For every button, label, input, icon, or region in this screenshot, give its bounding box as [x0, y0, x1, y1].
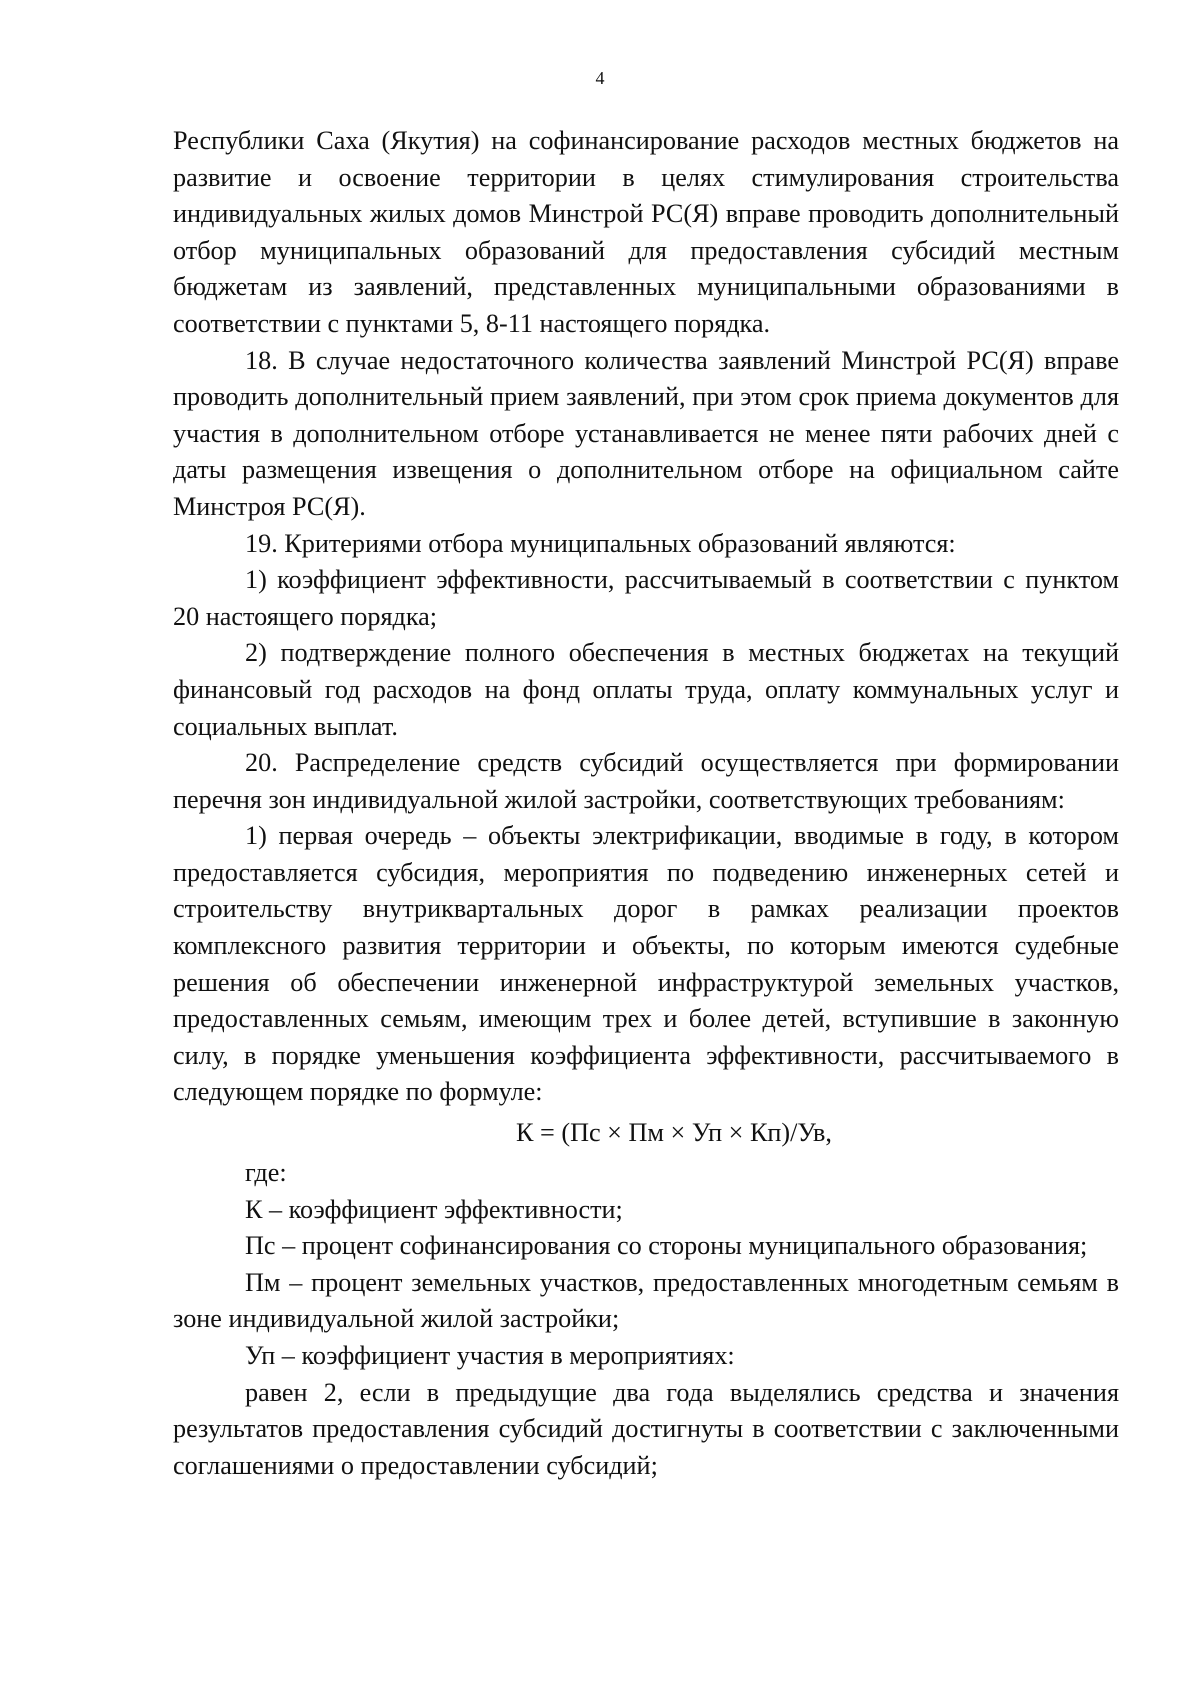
paragraph-continuation: Республики Саха (Якутия) на софинансирование расходов местных бюджетов на развитие и освоение территории в целях стимулирования строительства индивидуальных жилых домов Минстрой РС(Я) вправе проводить дополнительный отбор муниципальных образований для предоставления субсидий местным бюджетам из заявлений, представленных муниципальными образованиями в соответствии с пунктами 5, 8-11 настоящего порядка.: [173, 126, 1119, 338]
definition-pm: Пм – процент земельных участков, предоставленных многодетным семьям в зоне индивидуальной жилой застройки;: [173, 1267, 1119, 1334]
paragraph-19-item-2: 2) подтверждение полного обеспечения в местных бюджетах на текущий финансовый год расходов на фонд оплаты труда, оплату коммунальных услуг и социальных выплат.: [173, 638, 1119, 741]
definition-up-value-2: равен 2, если в предыдущие два года выделялись средства и значения результатов предоставления субсидий достигнуты в соответствии с заключенными соглашениями о предоставлении субсидий;: [173, 1377, 1119, 1480]
definition-where: где:: [245, 1158, 287, 1188]
document-body: [173, 123, 1119, 1484]
definition-k: К – коэффициент эффективности;: [245, 1194, 623, 1224]
page-number: 4: [595, 68, 605, 88]
definition-up: Уп – коэффициент участия в мероприятиях:: [245, 1341, 735, 1370]
paragraph-18: 18. В случае недостаточного количества заявлений Минстрой РС(Я) вправе проводить дополнительный прием заявлений, при этом срок приема документов для участия в дополнительном отборе устанавливается не менее пяти рабочих дней с даты размещения извещения о дополнительном отборе на официальном сайте Минстроя РС(Я).: [173, 345, 1119, 521]
paragraph-20: 20. Распределение средств субсидий осуществляется при формировании перечня зон индивидуальной жилой застройки, соответствующих требованиям:: [173, 748, 1119, 814]
paragraph-19-item-1: 1) коэффициент эффективности, рассчитываемый в соответствии с пунктом 20 настоящего порядка;: [173, 565, 1119, 631]
efficiency-formula: К = (Пс × Пм × Уп × Кп)/Ув,: [516, 1118, 832, 1148]
definition-ps: Пс – процент софинансирования со стороны муниципального образования;: [245, 1231, 1088, 1261]
paragraph-19: 19. Критериями отбора муниципальных образований являются:: [245, 528, 956, 558]
paragraph-20-item-1: 1) первая очередь – объекты электрификации, вводимые в году, в котором предоставляется субсидия, мероприятия по подведению инженерных сетей и строительству внутриквартальных дорог в рамках реализации проектов комплексного развития территории и объекты, по которым имеются судебные решения об обеспечении инженерной инфраструктурой земельных участков, предоставленных семьям, имеющим трех и более детей, вступившие в законную силу, в порядке уменьшения коэффициента эффективности, рассчитываемого в следующем порядке по формуле:: [173, 821, 1119, 1107]
